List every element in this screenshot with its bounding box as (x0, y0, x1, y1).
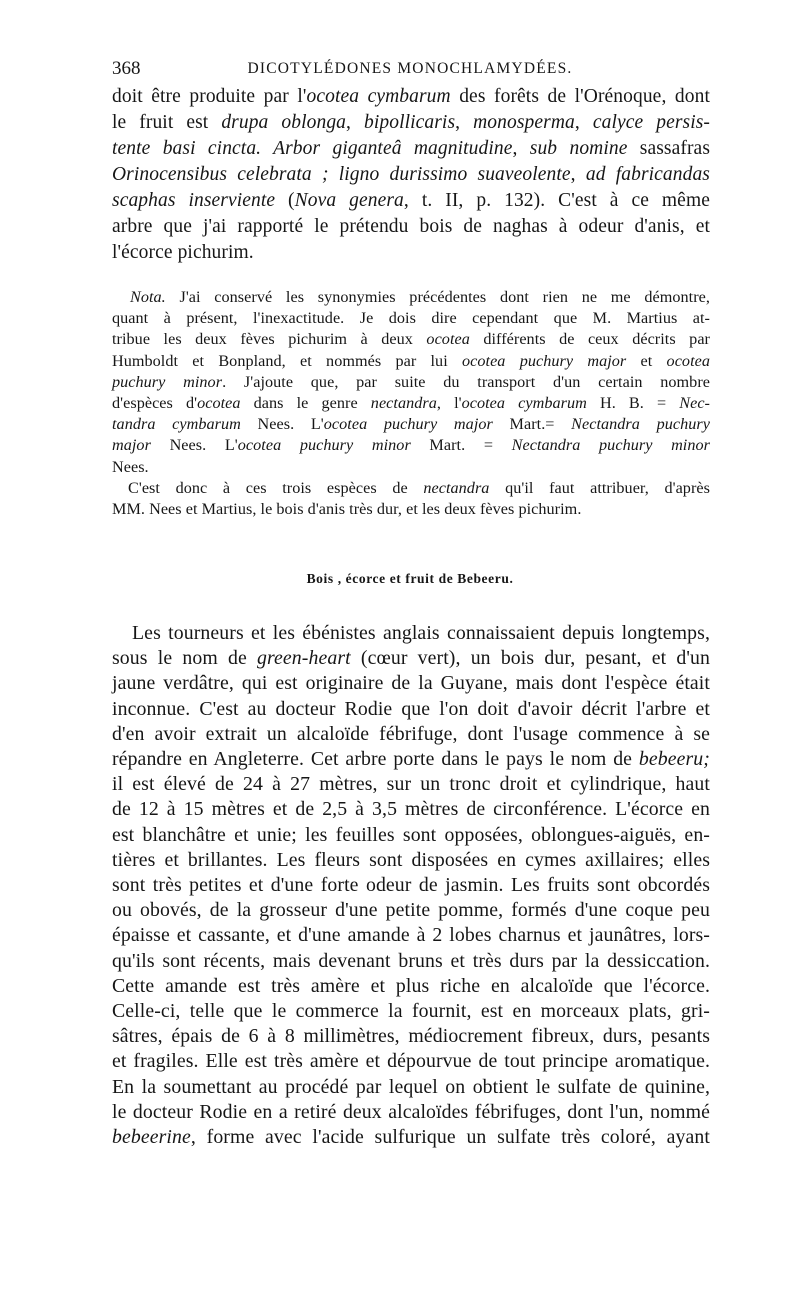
italic-text: drupa oblonga (221, 112, 347, 133)
text-span: jaune verdâtre, qui est originaire de la Guyane, mais dont l'espèce était (112, 672, 710, 695)
text-span: des forêts de l'Orénoque, dont (450, 86, 710, 107)
italic-text: ocotea puchury major (323, 415, 493, 434)
text-span: Nees. (112, 457, 149, 476)
text-span: Les tourneurs et les ébénistes anglais connaissaient depuis longtemps, (132, 622, 710, 644)
text-line (112, 849, 710, 872)
italic-text: ad fabricandas (585, 164, 710, 185)
text-span: inconnue. C'est au docteur Rodie que l'on doit d'avoir décrit l'arbre et (112, 697, 710, 720)
text-span: , l' (436, 394, 462, 412)
italic-text: scaphas inserviente (112, 190, 276, 211)
text-span: Nees. L' (240, 415, 324, 434)
text-line (112, 242, 710, 264)
italic-text: tandra cymbarum (112, 415, 241, 434)
text-span: sous le nom de (112, 647, 257, 670)
text-line (112, 723, 710, 746)
text-span: tribue les deux fèves pichurim à deux (112, 330, 427, 349)
italic-text: monosperma (473, 112, 575, 133)
page-header (110, 58, 710, 82)
italic-text: bipollicaris (364, 112, 456, 133)
text-line (112, 86, 710, 108)
text-span: , (346, 112, 365, 133)
italic-text: ocotea (666, 351, 710, 370)
text-span: répandre en Angleterre. Cet arbre porte dans le pays le nom de (112, 748, 639, 770)
text-line (112, 798, 710, 821)
text-span: le fruit est (112, 112, 222, 133)
italic-text: ocotea cymbarum (461, 394, 587, 412)
text-span: doit être produite par l' (112, 86, 307, 107)
text-span: H. B. = (586, 394, 680, 412)
text-span: il est élevé de 24 à 27 mètres, sur un tronc droit et cylindrique, haut (112, 773, 710, 796)
text-span: Nees. L' (150, 436, 238, 455)
italic-text: giganteâ magnitudine (332, 138, 513, 159)
text-line (112, 672, 710, 695)
italic-text: Orinocensibus celebrata ; ligno durissimo suaveolente (112, 164, 571, 185)
text-line (112, 899, 710, 922)
text-line (112, 436, 710, 455)
text-span: et (626, 351, 667, 370)
text-span: d'en avoir extrait un alcaloïde fébrifuge, dont l'usage commence à se (112, 722, 710, 745)
text-span: sont très petites et d'une forte odeur de jasmin. Les fruits sont obcordés (112, 874, 710, 896)
text-line (112, 373, 710, 392)
italic-text: Nec- (679, 394, 710, 412)
italic-text: Nectandra puchury (571, 415, 710, 434)
italic-text: Nova genera (294, 190, 404, 211)
text-span: Humboldt et Bonpland, et nommés par lui (112, 351, 462, 370)
text-line (130, 288, 710, 307)
text-span: quant à présent, l'inexactitude. Je dois dire cependant que M. Martius at- (112, 309, 710, 328)
italic-text: major (112, 436, 151, 455)
text-span: , (455, 112, 474, 133)
text-line (112, 415, 710, 434)
text-span: et fragiles. Elle est très amère et dépourvue de tout principe aromatique. (112, 1050, 710, 1073)
text-line (112, 216, 710, 238)
text-line (112, 394, 710, 413)
text-span: arbre que j'ai rapporté le prétendu bois de naghas à odeur d'anis, et (112, 216, 710, 237)
text-span: sassafras (627, 138, 711, 159)
text-span: qu'il faut attribuer, d'après (489, 478, 710, 497)
text-span: (cœur vert), un bois dur, pesant, et d'un (350, 647, 710, 670)
text-line (112, 748, 710, 771)
text-line (112, 112, 710, 134)
text-line (112, 1000, 710, 1023)
text-line (112, 647, 710, 670)
text-line (112, 500, 710, 519)
italic-text: ocotea (426, 330, 470, 349)
italic-text: green-heart (256, 647, 351, 670)
text-span: , (570, 164, 586, 185)
text-span: En la soumettant au procédé par lequel on obtient le sulfate de quinine, (112, 1075, 710, 1098)
italic-text: puchury minor (112, 372, 223, 391)
italic-text: ocotea cymbarum (306, 86, 451, 107)
italic-text: sub nomine (529, 138, 628, 159)
text-span: l'écorce pichurim. (112, 242, 254, 263)
text-span: tente basi cincta. Arbor (112, 138, 333, 159)
text-line (112, 138, 710, 160)
text-span: le docteur Rodie en a retiré deux alcaloïdes fébrifuges, dont l'un, nommé (112, 1100, 710, 1123)
text-line (128, 479, 710, 498)
text-span: épaisse et cassante, et d'une amande à 2 lobes charnus et jaunâtres, lors- (112, 924, 710, 947)
text-line (112, 190, 710, 212)
text-line (112, 824, 710, 847)
italic-text: nectandra (370, 394, 437, 412)
italic-text: bebeerine (112, 1126, 191, 1148)
italic-text: nectandra (423, 478, 490, 497)
italic-text: calyce persis- (592, 112, 711, 133)
text-span: MM. Nees et Martius, le bois d'anis très dur, et les deux fèves pichurim. (112, 500, 582, 518)
text-line (112, 330, 710, 349)
text-span: , (574, 112, 593, 133)
italic-text: bebeeru; (638, 748, 710, 770)
text-span: sâtres, épais de 6 à 8 millimètres, médiocrement fibreux, durs, pesants (112, 1025, 710, 1048)
text-line (112, 309, 710, 328)
text-line (132, 622, 710, 645)
text-span: de 12 à 15 mètres et de 2,5 à 3,5 mètres de circonférence. L'écorce en (112, 798, 710, 821)
text-span: , forme avec l'acide sulfurique un sulfate très coloré, ayant (190, 1126, 710, 1148)
italic-text: ocotea puchury minor (237, 436, 411, 455)
text-span: Celle-ci, telle que le commerce la fournit, est en morceaux plats, gri- (112, 1000, 710, 1022)
text-line (112, 352, 710, 371)
text-line (112, 950, 710, 973)
text-line (112, 1101, 710, 1124)
text-span: qu'ils sont récents, mais devenant bruns et très durs par la dessiccation. (112, 949, 710, 972)
text-line (112, 164, 710, 186)
italic-text: ocotea puchury major (462, 351, 627, 370)
text-line (112, 1076, 710, 1099)
page-number: 368 (112, 58, 141, 79)
text-span: ou obovés, de la grosseur d'une petite pomme, formés d'une coque peu (112, 899, 710, 922)
text-span: C'est donc à ces trois espèces de (128, 478, 424, 497)
text-span: ( (275, 190, 295, 211)
text-span: Mart.= (492, 415, 572, 434)
section-heading: Bois , écorce et fruit de Bebeeru. (306, 571, 514, 586)
text-span: dans le genre (240, 394, 371, 412)
text-span: . J'ajoute que, par suite du transport d'un certain nombre (222, 372, 710, 391)
text-span: est blanchâtre et unie; les feuilles sont opposées, oblongues-aiguës, en- (112, 823, 710, 846)
text-line (112, 1025, 710, 1048)
text-span: tières et brillantes. Les fleurs sont disposées en cymes axillaires; elles (112, 848, 710, 871)
text-span: Cette amande est très amère et plus riche en alcaloïde que l'écorce. (112, 974, 710, 997)
italic-text: ocotea (197, 394, 241, 412)
text-span: d'espèces d' (112, 394, 198, 412)
text-line (112, 874, 710, 897)
text-line (112, 975, 710, 998)
text-line (112, 458, 710, 477)
text-line (112, 1126, 710, 1149)
italic-text: Nectandra puchury minor (511, 436, 710, 455)
text-line (112, 924, 710, 947)
text-span: , t. II, p. 132). C'est à ce même (403, 190, 710, 211)
text-span: , (512, 138, 530, 159)
running-title: DICOTYLÉDONES MONOCHLAMYDÉES. (247, 60, 573, 77)
text-span: Mart. = (410, 436, 512, 455)
text-line (112, 773, 710, 796)
text-line (112, 698, 710, 721)
text-line (112, 1050, 710, 1073)
text-span: J'ai conservé les synonymies précédentes dont rien ne me démontre, (165, 288, 710, 306)
italic-text: Nota. (130, 288, 166, 306)
text-span: différents de ceux décrits par (469, 330, 710, 349)
